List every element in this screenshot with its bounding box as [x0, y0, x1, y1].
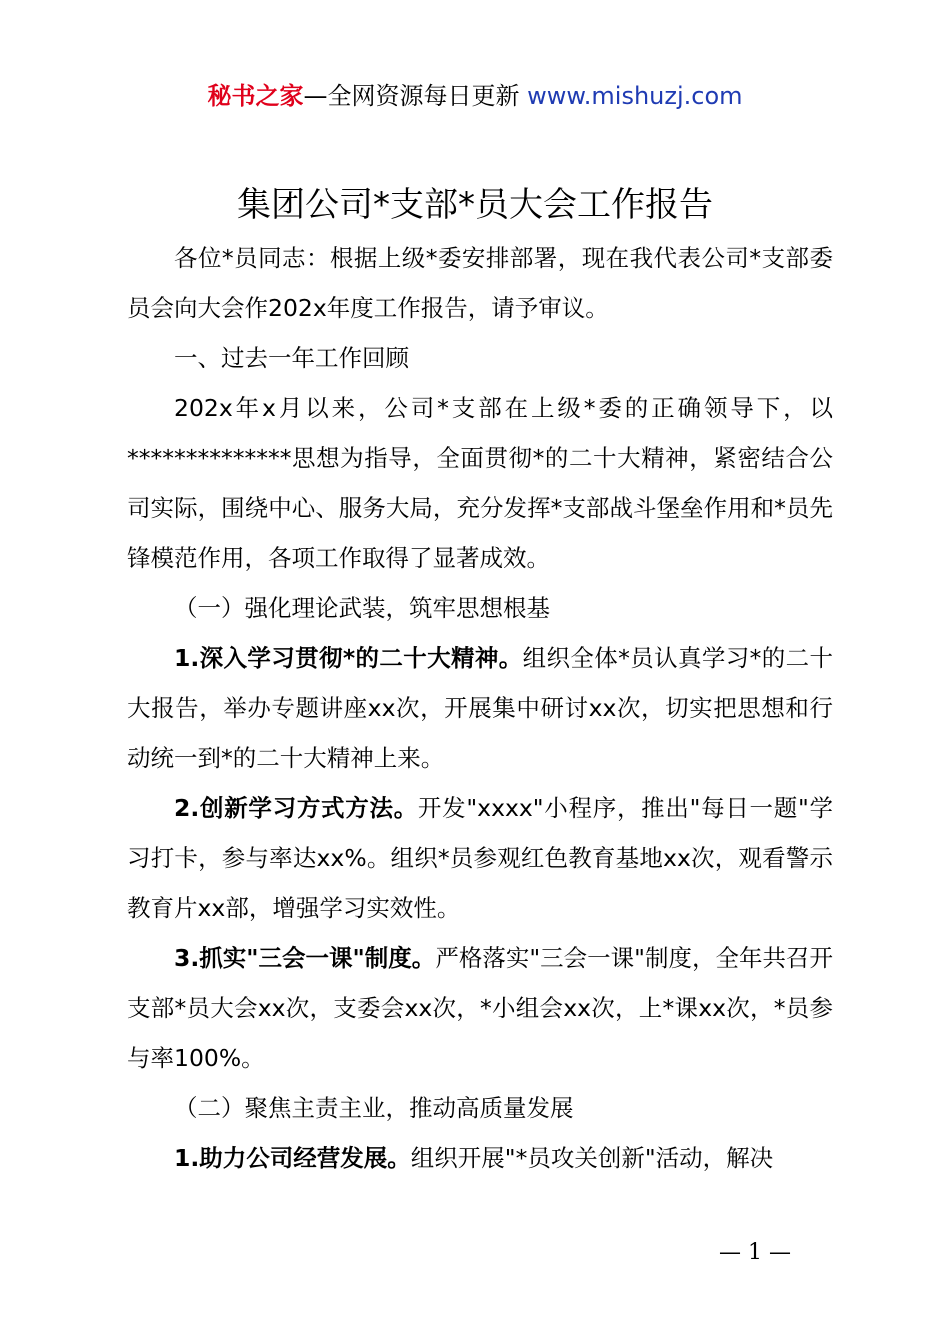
subsection-heading: （二）聚焦主责主业，推动高质量发展: [174, 1094, 574, 1122]
item-title: 2.创新学习方式方法。: [174, 794, 418, 822]
greeting-paragraph: 各位*员同志：根据上级*委安排部署，现在我代表公司*支部委员会向大会作202x年度工作报告，请予审议。: [127, 244, 833, 322]
item-text: 严格落实"三会一课"制度，全年共召开支部*员大会xx次，支委会xx次，*小组会xx次，上*课xx次，*员参与率100%。: [127, 944, 833, 1072]
subsection-heading: （一）强化理论武装，筑牢思想根基: [174, 594, 550, 622]
item-paragraph: [127, 1133, 833, 1183]
item-paragraph: [127, 783, 833, 933]
intro-paragraph: 202x年x月以来，公司*支部在上级*委的正确领导下，以**************思想为指导，全面贯彻*的二十大精神，紧密结合公司实际，围绕中心、服务大局，充分发挥*支部战斗堡垒作用和*员先锋模范作用，各项工作取得了显著成效。: [127, 394, 833, 572]
site-header-banner: [0, 80, 950, 112]
item-text: 组织全体*员认真学习*的二十大报告，举办专题讲座xx次，开展集中研讨xx次，切实把思想和行动统一到*的二十大精神上来。: [127, 644, 833, 772]
page-number: — 1 —: [719, 1240, 791, 1265]
site-url-link[interactable]: www.mishuzj.com: [527, 82, 743, 110]
item-paragraph: [127, 633, 833, 783]
item-title: 1.助力公司经营发展。: [174, 1144, 411, 1172]
item-text: 组织开展"*员攻关创新"活动，解决: [410, 1144, 774, 1172]
document-title: 集团公司*支部*员大会工作报告: [237, 185, 713, 225]
header-tagline: —全网资源每日更新: [303, 82, 520, 110]
item-title: 3.抓实"三会一课"制度。: [174, 944, 436, 972]
item-paragraph: [127, 933, 833, 1083]
item-text: 开发"xxxx"小程序，推出"每日一题"学习打卡，参与率达xx%。组织*员参观红色教育基地xx次，观看警示教育片xx部，增强学习实效性。: [127, 794, 833, 922]
item-title: 1.深入学习贯彻*的二十大精神。: [174, 644, 523, 672]
document-body: [127, 233, 833, 1183]
section-heading: 一、过去一年工作回顾: [174, 344, 409, 372]
brand-name: 秘书之家: [207, 82, 304, 110]
